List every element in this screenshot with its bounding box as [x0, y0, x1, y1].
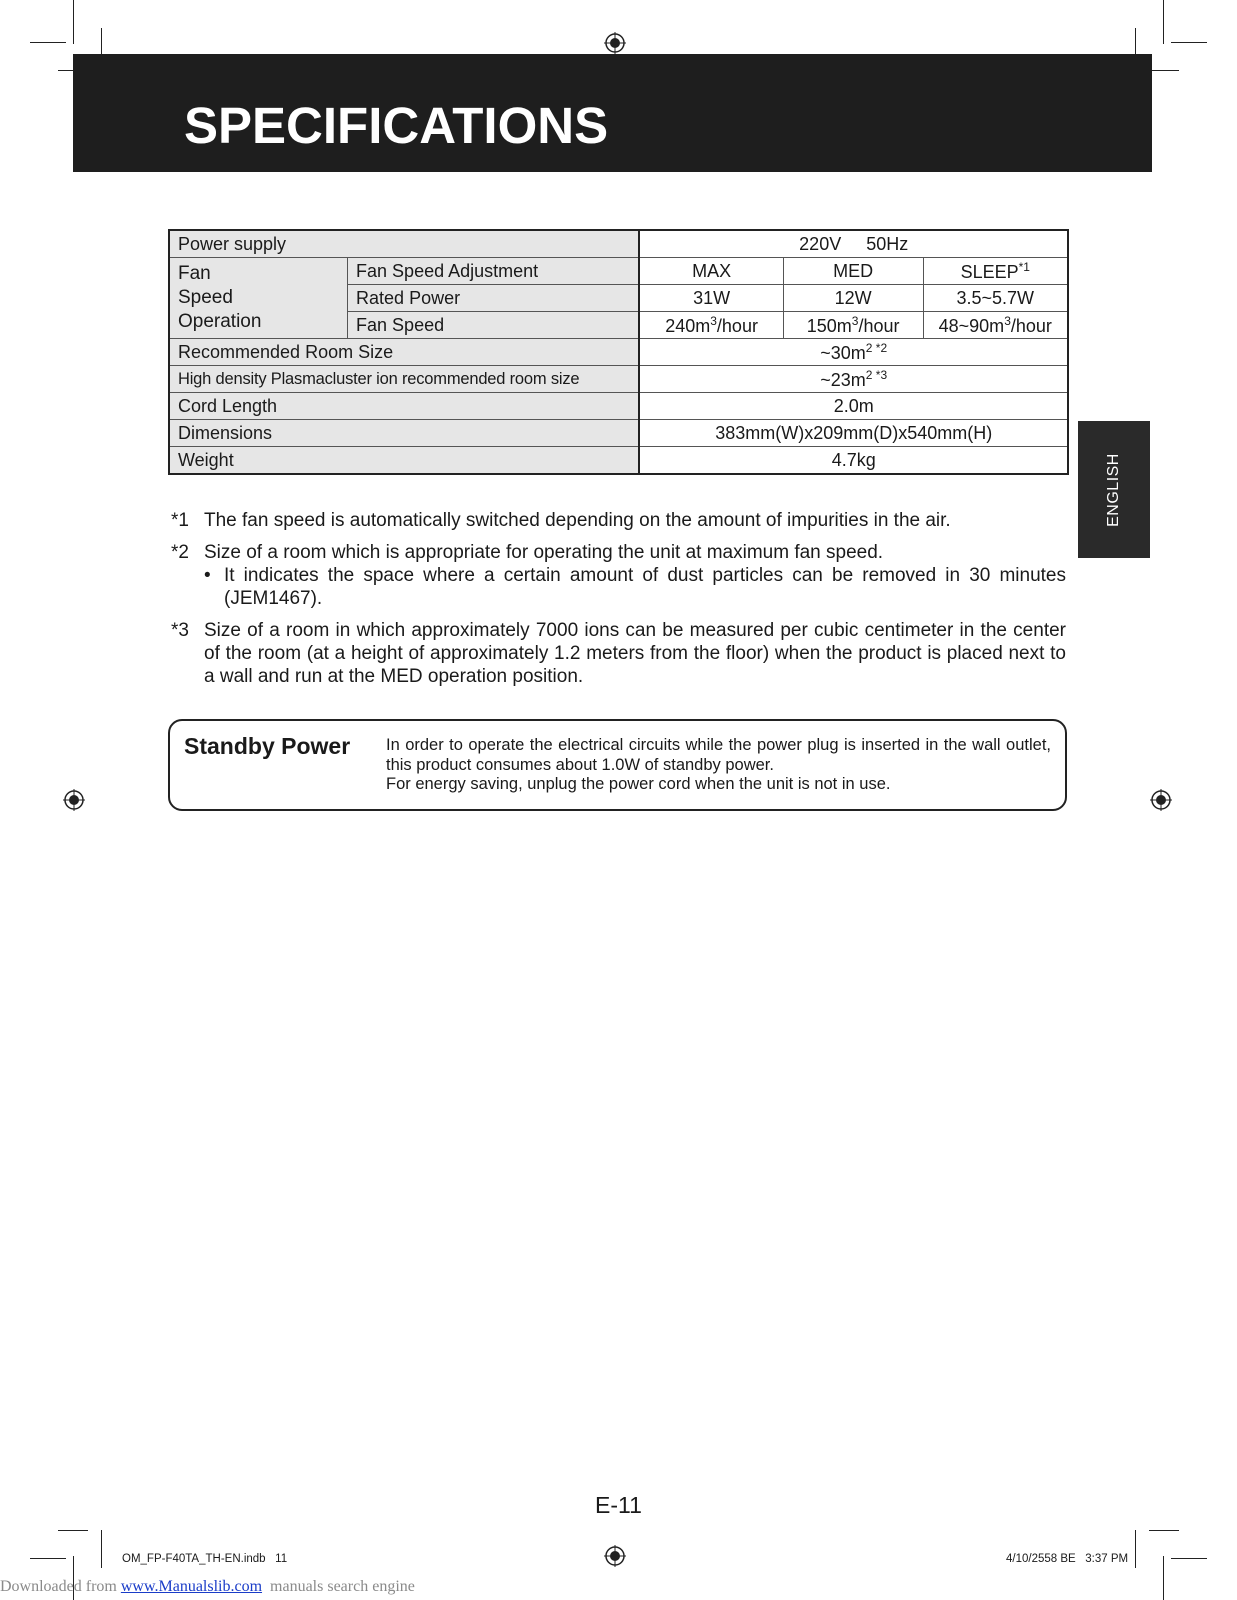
- cord-length-value: 2.0m: [639, 393, 1068, 420]
- page-number: E-11: [595, 1492, 642, 1518]
- registration-mark-icon: [604, 1545, 626, 1567]
- crop-mark: [1171, 1558, 1207, 1559]
- sleep-footnote-ref: *1: [1018, 259, 1030, 274]
- table-row: [169, 420, 1068, 447]
- footnote: [171, 619, 1066, 688]
- power-supply-value: 220V 50Hz: [639, 230, 1068, 258]
- room-size-label: Recommended Room Size: [169, 339, 639, 366]
- bullet-icon: •: [204, 565, 211, 586]
- sleep-label: SLEEP: [960, 261, 1019, 282]
- table-row: [169, 230, 1068, 258]
- table-row: [169, 393, 1068, 420]
- table-row: [169, 339, 1068, 366]
- language-label: ENGLISH: [1105, 452, 1122, 527]
- standby-power-title: Standby Power: [184, 733, 351, 759]
- page-title: SPECIFICATIONS: [184, 97, 609, 154]
- registration-mark-icon: [604, 32, 626, 54]
- crop-mark: [1171, 42, 1207, 43]
- room-size-value: $\sim 30m^{2 *2}$: [639, 339, 1068, 366]
- weight-value: 4.7kg: [639, 447, 1068, 475]
- crop-mark: [101, 1530, 102, 1568]
- weight-label: Weight: [169, 447, 639, 475]
- dimensions-label: Dimensions: [169, 420, 639, 447]
- crop-mark: [1163, 0, 1164, 44]
- footnote-subitem: [204, 564, 1066, 610]
- rated-power-sleep: 3.5~5.7W: [923, 285, 1068, 312]
- crop-mark: [1149, 70, 1179, 71]
- fan-group-line: Speed: [178, 287, 233, 308]
- crop-mark: [1135, 1530, 1136, 1568]
- standby-line: In order to operate the electrical circuits while the power plug is inserted in the wall outlet, this product consumes about 1.0W of standby power.: [386, 736, 1051, 774]
- fan-group-line: Operation: [178, 311, 262, 332]
- plasmacluster-room-size-value: $\sim 23m^{2 *3}$: [639, 366, 1068, 393]
- table-row: [169, 258, 1068, 285]
- footnote-subtext: It indicates the space where a certain amount of dust particles can be removed in 30 minutes (JEM1467).: [224, 565, 1066, 609]
- footnote-mark: *2: [171, 542, 189, 563]
- rated-power-max: 31W: [639, 285, 783, 312]
- table-row: [169, 366, 1068, 393]
- footnote-mark: *3: [171, 620, 189, 641]
- footnotes: [171, 509, 1066, 697]
- plasmacluster-room-size-label: High density Plasmacluster ion recommended room size: [169, 366, 639, 393]
- footnote: [171, 509, 1066, 532]
- registration-mark-icon: [1150, 789, 1172, 811]
- adjustment-med: MED: [783, 258, 923, 285]
- footer-timestamp: 4/10/2558 BE 3:37 PM: [1006, 1553, 1129, 1565]
- fan-speed-max: $240m^3$/hour: [639, 312, 783, 339]
- crop-mark: [73, 0, 74, 44]
- fan-speed-med: $150m^3$/hour: [783, 312, 923, 339]
- footnote-text: Size of a room which is appropriate for operating the unit at maximum fan speed.: [204, 542, 884, 563]
- cord-length-label: Cord Length: [169, 393, 639, 420]
- standby-power-text: [386, 736, 1051, 795]
- crop-mark: [30, 1558, 66, 1559]
- standby-line: For energy saving, unplug the power cord when the unit is not in use.: [386, 775, 891, 793]
- crop-mark: [1163, 1556, 1164, 1600]
- footnote-mark: *1: [171, 510, 189, 531]
- table-row: [169, 447, 1068, 475]
- rated-power-med: 12W: [783, 285, 923, 312]
- footnote-text: The fan speed is automatically switched depending on the amount of impurities in the air.: [204, 510, 951, 531]
- footnote: [171, 541, 1066, 610]
- power-supply-label: Power supply: [169, 230, 639, 258]
- download-notice: [0, 1578, 415, 1596]
- footnote-text: Size of a room in which approximately 7000 ions can be measured per cubic centimeter in the center of the room (at a height of approximately 1.2 meters from the floor) when the product is placed next to a wall and run at the MED operation position.: [204, 620, 1066, 687]
- download-suffix: manuals search engine: [262, 1578, 415, 1595]
- fan-speed-label: Fan Speed: [348, 312, 640, 339]
- fan-group-line: Fan: [178, 263, 211, 284]
- footer-file-info: OM_FP-F40TA_TH-EN.indb 11: [122, 1553, 288, 1565]
- specifications-table: [168, 229, 1069, 475]
- download-prefix: Downloaded from: [0, 1578, 121, 1595]
- crop-mark: [30, 42, 66, 43]
- crop-mark: [58, 1530, 88, 1531]
- dimensions-value: 383mm(W)x209mm(D)x540mm(H): [639, 420, 1068, 447]
- manualslib-link[interactable]: www.Manualslib.com: [120, 1578, 263, 1595]
- fan-speed-operation-label: [169, 258, 348, 339]
- adjustment-max: MAX: [639, 258, 783, 285]
- crop-mark: [1149, 1530, 1179, 1531]
- rated-power-label: Rated Power: [348, 285, 640, 312]
- fan-speed-sleep: $48\sim 90m^3$/hour: [923, 312, 1068, 339]
- registration-mark-icon: [63, 789, 85, 811]
- adjustment-sleep: [923, 258, 1068, 285]
- fan-speed-adjustment-label: Fan Speed Adjustment: [348, 258, 640, 285]
